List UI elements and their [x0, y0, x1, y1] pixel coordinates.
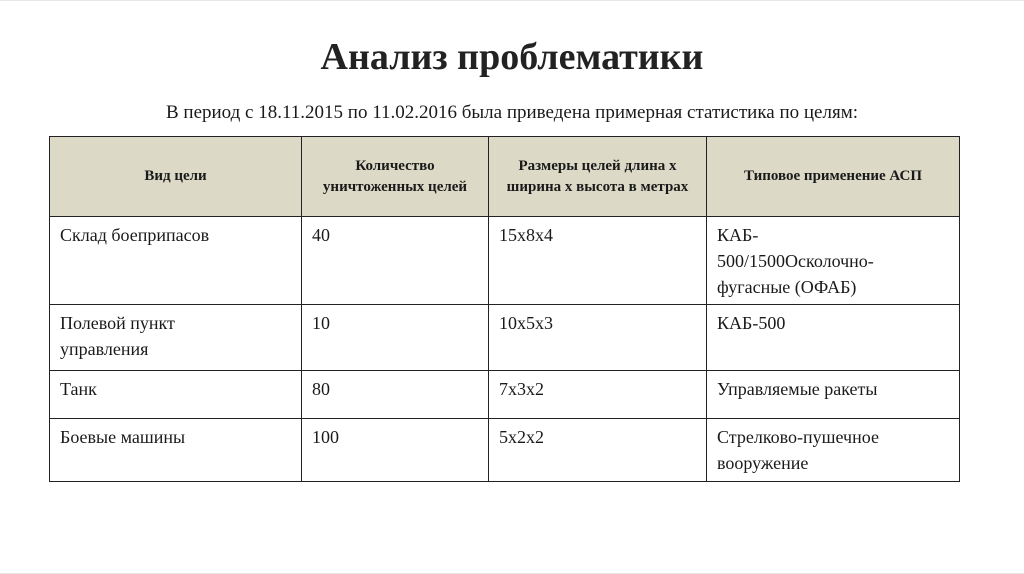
- table-row: [50, 419, 960, 482]
- cell-destroyed-count: 100: [302, 419, 489, 482]
- cell-target-type: Боевые машины: [50, 419, 302, 482]
- header-row: [50, 137, 960, 217]
- table-row: [50, 305, 960, 371]
- cell-target-type: Склад боеприпасов: [50, 217, 302, 305]
- header-target-dimensions: Размеры целей длина х ширина х высота в метрах: [489, 137, 707, 217]
- cell-target-type: Танк: [50, 371, 302, 419]
- cell-destroyed-count: 80: [302, 371, 489, 419]
- cell-typical-weapon: КАБ-500: [707, 305, 960, 371]
- table-row: [50, 371, 960, 419]
- cell-destroyed-count: 10: [302, 305, 489, 371]
- header-destroyed-count: Количество уничтоженных целей: [302, 137, 489, 217]
- header-target-type: Вид цели: [50, 137, 302, 217]
- cell-target-dimensions: 10х5х3: [489, 305, 707, 371]
- slide-top-edge: [0, 0, 1024, 1]
- targets-statistics-table: [49, 136, 960, 482]
- table-row: [50, 217, 960, 305]
- slide-subtitle: В период с 18.11.2015 по 11.02.2016 была приведена примерная статистика по целям:: [165, 102, 858, 123]
- table-header: [50, 137, 960, 217]
- slide-title: Анализ проблематики: [320, 36, 704, 78]
- cell-target-dimensions: 15х8х4: [489, 217, 707, 305]
- cell-typical-weapon: Стрелково-пушечное вооружение: [707, 419, 960, 482]
- table-body: [50, 217, 960, 482]
- cell-target-type: Полевой пункт управления: [50, 305, 302, 371]
- cell-destroyed-count: 40: [302, 217, 489, 305]
- cell-target-dimensions: 7х3х2: [489, 371, 707, 419]
- header-typical-weapon: Типовое применение АСП: [707, 137, 960, 217]
- cell-target-dimensions: 5х2х2: [489, 419, 707, 482]
- cell-typical-weapon: КАБ- 500/1500Осколочно- фугасные (ОФАБ): [707, 217, 960, 305]
- cell-typical-weapon: Управляемые ракеты: [707, 371, 960, 419]
